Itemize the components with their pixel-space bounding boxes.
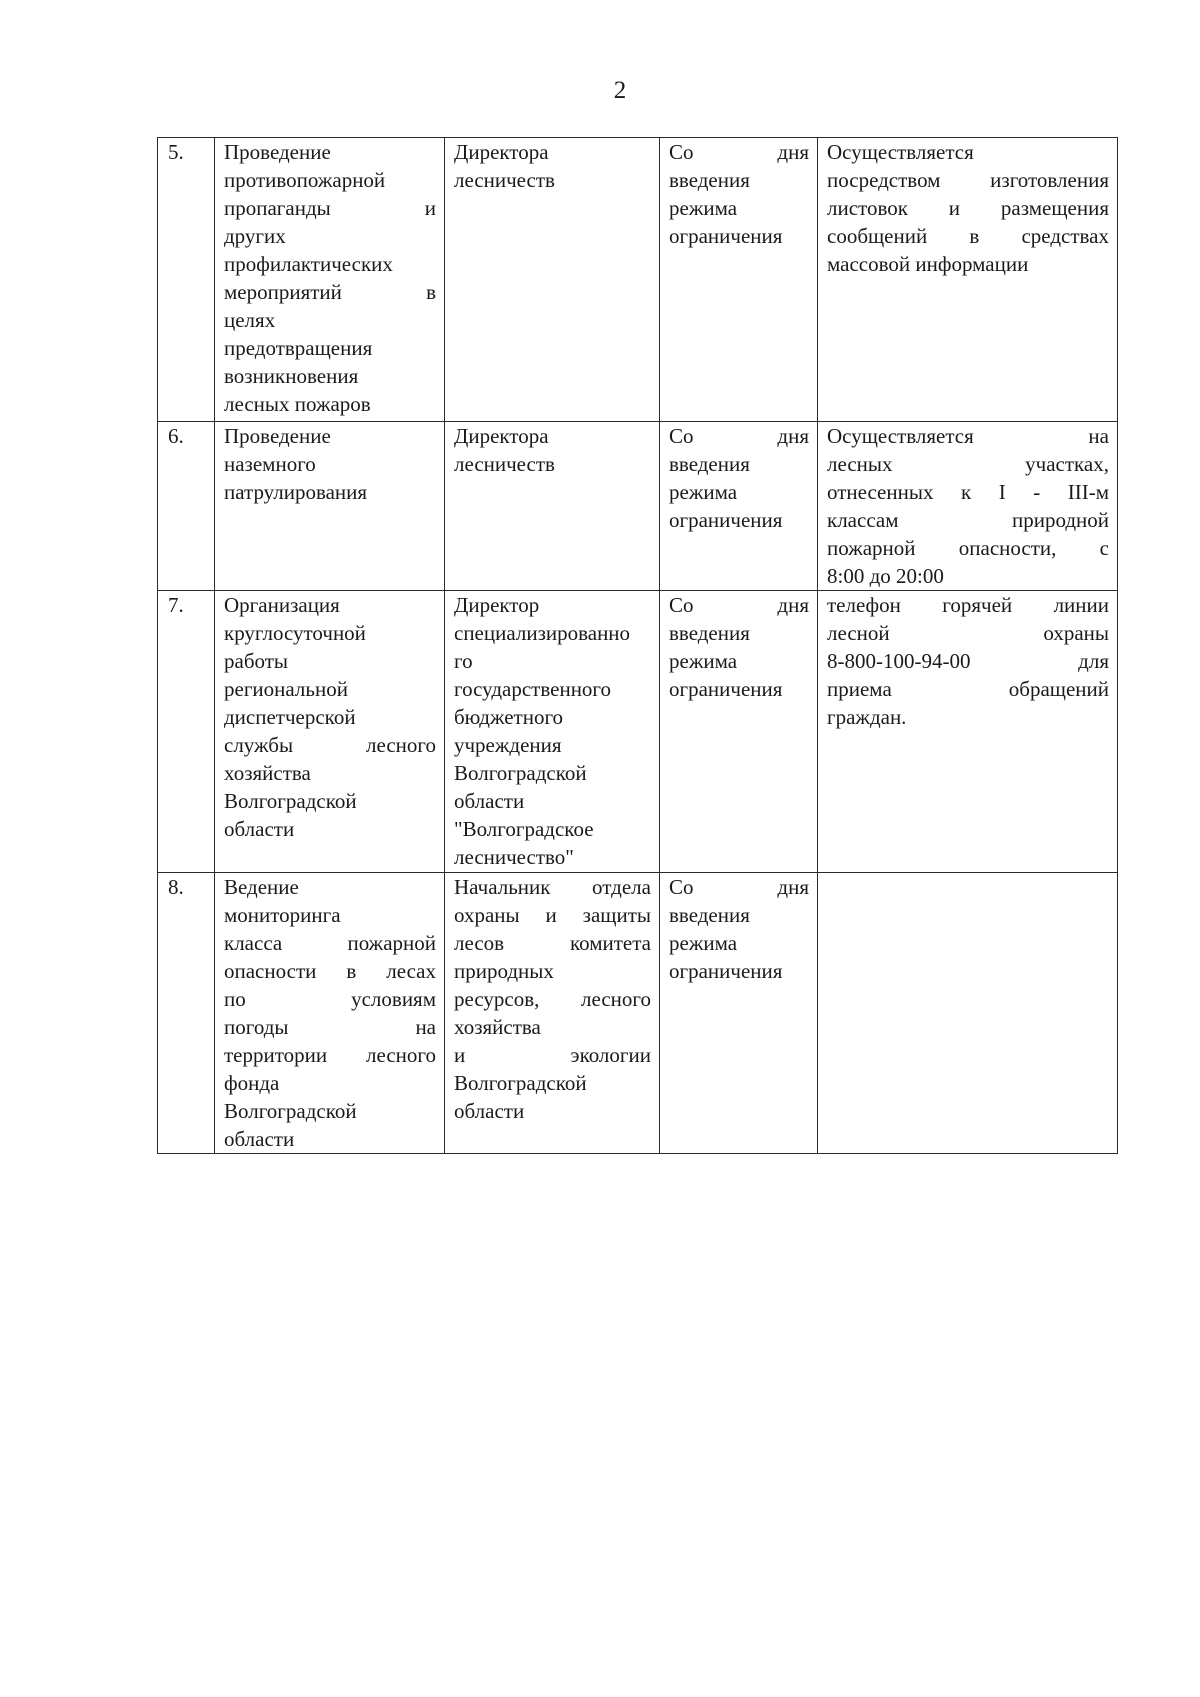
deadline-line: введения	[669, 452, 750, 476]
action-line: пропаганды и	[224, 196, 436, 220]
action-line: Ведение	[224, 875, 299, 899]
deadline-line: Со дня	[669, 424, 809, 448]
responsible-line: области	[454, 789, 525, 813]
action-line: региональной	[224, 677, 348, 701]
measures-table	[157, 137, 1118, 1154]
deadline-line: ограничения	[669, 508, 783, 532]
responsible-line: природных	[454, 959, 554, 983]
action-line: хозяйства	[224, 761, 311, 785]
action-line: по условиям	[224, 987, 436, 1011]
responsible-cell	[445, 873, 660, 1154]
row-number: 6.	[168, 424, 184, 448]
note-cell	[818, 591, 1118, 873]
responsible-line: хозяйства	[454, 1015, 541, 1039]
action-line: Организация	[224, 593, 340, 617]
action-line: Волгоградской	[224, 789, 357, 813]
note-line: отнесенных к I - III-м	[827, 480, 1109, 504]
note-line: приема обращений	[827, 677, 1109, 701]
responsible-line: Директора	[454, 424, 549, 448]
responsible-line: Директора	[454, 140, 549, 164]
note-line: лесных участках,	[827, 452, 1109, 476]
deadline-line: режима	[669, 480, 738, 504]
responsible-line: лесничество"	[454, 845, 574, 869]
note-line: классам природной	[827, 508, 1109, 532]
action-line: мониторинга	[224, 903, 341, 927]
responsible-cell	[445, 138, 660, 422]
deadline-cell	[660, 138, 818, 422]
action-line: работы	[224, 649, 289, 673]
responsible-line: области	[454, 1099, 525, 1123]
action-line: противопожарной	[224, 168, 386, 192]
note-line: телефон горячей линии	[827, 593, 1109, 617]
table-row	[158, 422, 1118, 591]
note-cell	[818, 873, 1118, 1154]
action-line: других	[224, 224, 286, 248]
responsible-line: учреждения	[454, 733, 562, 757]
row-number-cell	[158, 138, 215, 422]
responsible-line: го	[454, 649, 473, 673]
note-line: 8:00 до 20:00	[827, 564, 944, 588]
responsible-line: лесов комитета	[454, 931, 651, 955]
responsible-line: Директор	[454, 593, 540, 617]
deadline-line: ограничения	[669, 224, 783, 248]
deadline-line: режима	[669, 196, 738, 220]
action-line: опасности в лесах	[224, 959, 436, 983]
responsible-line: Волгоградской	[454, 761, 587, 785]
page-number: 2	[613, 77, 627, 104]
action-line: круглосуточной	[224, 621, 366, 645]
row-number-cell	[158, 873, 215, 1154]
deadline-line: ограничения	[669, 959, 783, 983]
responsible-line: Волгоградской	[454, 1071, 587, 1095]
responsible-line: специализированно	[454, 621, 631, 645]
action-line: Волгоградской	[224, 1099, 357, 1123]
responsible-cell	[445, 591, 660, 873]
row-number: 8.	[168, 875, 184, 899]
table-row	[158, 591, 1118, 873]
action-line: наземного	[224, 452, 316, 476]
responsible-line: охраны и защиты	[454, 903, 651, 927]
action-line: службы лесного	[224, 733, 436, 757]
responsible-line: и экологии	[454, 1043, 651, 1067]
deadline-line: ограничения	[669, 677, 783, 701]
deadline-line: Со дня	[669, 593, 809, 617]
responsible-line: ресурсов, лесного	[454, 987, 651, 1011]
responsible-line: лесничеств	[454, 452, 555, 476]
note-line: посредством изготовления	[827, 168, 1109, 192]
note-line: сообщений в средствах	[827, 224, 1109, 248]
deadline-line: режима	[669, 931, 738, 955]
note-line: пожарной опасности, с	[827, 536, 1109, 560]
action-line: класса пожарной	[224, 931, 436, 955]
note-line: лесной охраны	[827, 621, 1109, 645]
responsible-line: "Волгоградское	[454, 817, 594, 841]
action-line: патрулирования	[224, 480, 368, 504]
action-line: Проведение	[224, 424, 331, 448]
action-line: территории лесного	[224, 1043, 436, 1067]
action-line: предотвращения	[224, 336, 373, 360]
note-cell	[818, 422, 1118, 591]
responsible-line: бюджетного	[454, 705, 564, 729]
note-line: 8-800-100-94-00 для	[827, 649, 1109, 673]
action-line: диспетчерской	[224, 705, 356, 729]
action-line: Проведение	[224, 140, 331, 164]
deadline-cell	[660, 873, 818, 1154]
note-line: Осуществляется на	[827, 424, 1109, 448]
deadline-line: введения	[669, 168, 750, 192]
action-line: погоды на	[224, 1015, 436, 1039]
row-number-cell	[158, 591, 215, 873]
deadline-cell	[660, 422, 818, 591]
deadline-line: введения	[669, 903, 750, 927]
action-line: области	[224, 1127, 295, 1151]
row-number: 5.	[168, 140, 184, 164]
action-line: области	[224, 817, 295, 841]
responsible-line: Начальник отдела	[454, 875, 651, 899]
action-cell	[215, 138, 445, 422]
row-number-cell	[158, 422, 215, 591]
action-line: лесных пожаров	[224, 392, 371, 416]
table-body	[158, 138, 1118, 1154]
note-line: листовок и размещения	[827, 196, 1109, 220]
responsible-cell	[445, 422, 660, 591]
action-cell	[215, 873, 445, 1154]
table-row	[158, 138, 1118, 422]
deadline-line: введения	[669, 621, 750, 645]
action-line: профилактических	[224, 252, 393, 276]
note-line: Осуществляется	[827, 140, 974, 164]
responsible-line: государственного	[454, 677, 612, 701]
action-line: фонда	[224, 1071, 280, 1095]
action-cell	[215, 422, 445, 591]
note-cell	[818, 138, 1118, 422]
table-row	[158, 873, 1118, 1154]
action-cell	[215, 591, 445, 873]
row-number: 7.	[168, 593, 184, 617]
action-line: мероприятий в	[224, 280, 436, 304]
deadline-cell	[660, 591, 818, 873]
deadline-line: Со дня	[669, 140, 809, 164]
action-line: целях	[224, 308, 276, 332]
note-line: массовой информации	[827, 252, 1029, 276]
action-line: возникновения	[224, 364, 359, 388]
deadline-line: Со дня	[669, 875, 809, 899]
note-line: граждан.	[827, 705, 907, 729]
deadline-line: режима	[669, 649, 738, 673]
responsible-line: лесничеств	[454, 168, 555, 192]
